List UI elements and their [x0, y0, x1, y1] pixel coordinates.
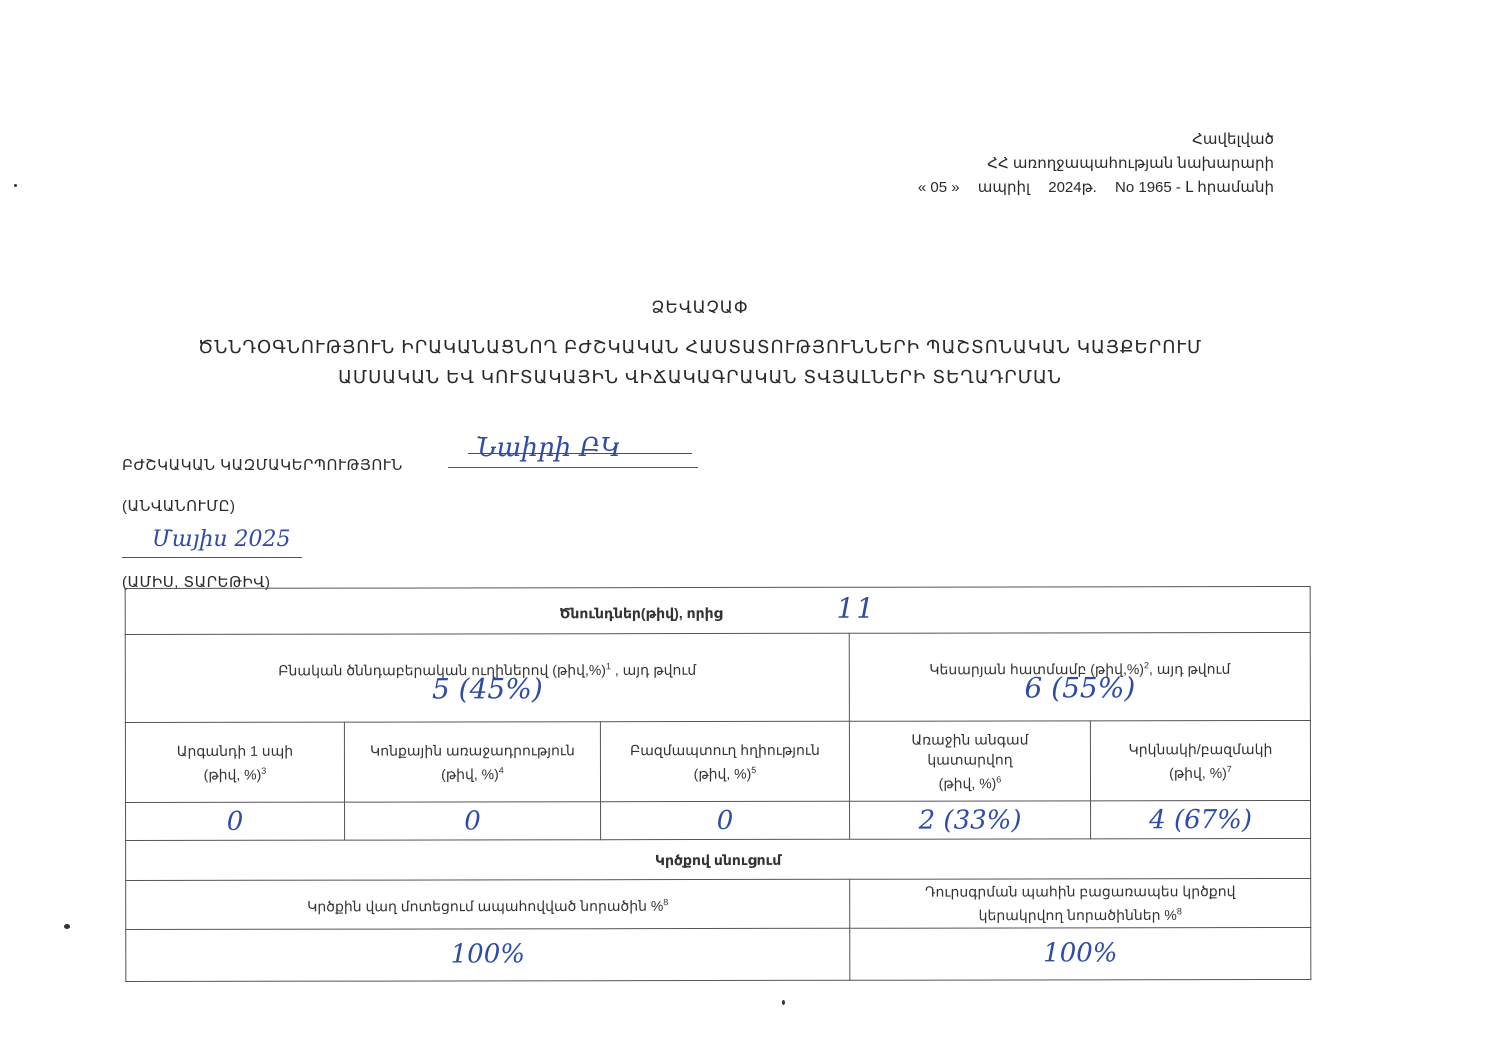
- approval-block: [918, 128, 1274, 200]
- delivery-type-row: [125, 632, 1310, 722]
- approval-month: ապրիլ: [977, 179, 1031, 196]
- document-subtitle: [130, 332, 1270, 392]
- subcategory-value-row: [126, 800, 1311, 840]
- col-header-breech: Կոնքային առաջադրություն (թիվ, %)$^4$: [344, 722, 600, 802]
- col-header-first-time: Առաջին անգամ կատարվող (թիվ, %)$^6$: [849, 721, 1090, 801]
- approval-order: No 1965 - Լ հրամանի: [1115, 179, 1274, 196]
- bf-early-contact-label-cell: Կրծքին վաղ մոտեցում ապահովված նորածին %$^8$: [126, 879, 850, 929]
- value-breech: 0: [345, 802, 601, 840]
- natural-cell: Բնական ծննդաբերական ուղիներով (թիվ,%)$^1$ , այդ թվում 5 (45%): [125, 633, 849, 722]
- org-label: ԲԺՇԿԱԿԱՆ ԿԱԶՄԱԿԵՐՊՈՒԹՅՈՒՆ: [122, 457, 403, 474]
- births-cell: [125, 586, 1310, 634]
- subtitle-line-1: ԾՆՆԴՕԳՆՈՒԹՅՈՒՆ ԻՐԱԿԱՆԱՑՆՈՂ ԲԺՇԿԱԿԱՆ ՀԱՍՏԱՏՈՒԹՅՈՒՆՆԵՐԻ ՊԱՇՏՈՆԱԿԱՆ ԿԱՅՔԵՐՈՒՄ: [197, 337, 1203, 357]
- bf-exclusive-label-cell: Դուրսգրման պահին բացառապես կրծքով կերակրվող նորածիններ %$^8$: [850, 878, 1311, 927]
- subtitle-line-2: ԱՄՍԱԿԱՆ ԵՎ ԿՈՒՏԱԿԱՅԻՆ ՎԻՃԱԿԱԳՐԱԿԱՆ ՏՎՅԱԼՆԵՐԻ ՏԵՂԱԴՐՄԱՆ: [338, 367, 1062, 387]
- period-field: [122, 527, 302, 558]
- value-multiple-pregnancy: 0: [601, 801, 850, 839]
- natural-label: Բնական ծննդաբերական ուղիներով (թիվ,%): [278, 661, 606, 679]
- org-caption: (ԱՆՎԱՆՈՒՄԸ): [122, 498, 236, 515]
- period-handwritten-value: Մայիս 2025: [152, 527, 291, 552]
- births-row: [125, 586, 1310, 634]
- approval-year: 2024թ.: [1048, 179, 1097, 196]
- document-title: ՁԵՎԱՉԱՓ: [651, 298, 749, 317]
- approval-line-3: [918, 176, 1274, 200]
- col-header-multiple-pregnancy: Բազմապտուղ հղիություն (թիվ, %)$^5$: [600, 721, 849, 801]
- breastfeeding-header-row: [126, 838, 1311, 880]
- approval-day: « 05 »: [917, 179, 960, 196]
- value-first-time: 2 (33%): [850, 801, 1091, 839]
- subcategory-header-row: [125, 720, 1310, 802]
- births-value: 11: [836, 591, 877, 625]
- natural-value: 5 (45%): [431, 672, 543, 706]
- births-label: Ծնունդներ(թիվ), որից: [559, 604, 723, 621]
- cesarean-label: Կեսարյան հատմամբ (թիվ,%): [929, 660, 1144, 677]
- bf-exclusive-value: 100%: [850, 927, 1311, 980]
- breastfeeding-labels-row: [126, 878, 1311, 929]
- value-repeat: 4 (67%): [1091, 800, 1311, 838]
- scan-speck: [782, 1000, 785, 1005]
- statistics-table: [125, 586, 1312, 982]
- value-uterine-scar: 0: [126, 802, 345, 840]
- approval-line-2: ՀՀ առողջապահության նախարարի: [987, 155, 1274, 172]
- bf-early-contact-value: 100%: [126, 928, 850, 981]
- approval-line-1: Հավելված: [1192, 131, 1274, 148]
- period-caption: (ԱՄԻՍ, ՏԱՐԵԹԻՎ): [122, 574, 271, 591]
- scan-speck: [64, 924, 70, 929]
- org-field: [448, 433, 698, 468]
- col-header-repeat: Կրկնակի/բազմակի (թիվ, %)$^7$: [1090, 720, 1310, 800]
- breastfeeding-label: Կրծքով սնուցում: [126, 838, 1311, 880]
- cesarean-cell: Կեսարյան հատմամբ (թիվ,%)$^2$, այդ թվում 6 (55%): [849, 632, 1310, 721]
- breastfeeding-values-row: [126, 927, 1311, 981]
- org-handwritten-value: Նաիրի ԲԿ: [476, 433, 622, 463]
- cesarean-value: 6 (55%): [1024, 671, 1136, 705]
- scan-speck: [14, 184, 17, 187]
- col-header-uterine-scar: Արգանդի 1 սպի (թիվ, %)$^3$: [125, 722, 344, 802]
- org-strike-line: [468, 453, 692, 454]
